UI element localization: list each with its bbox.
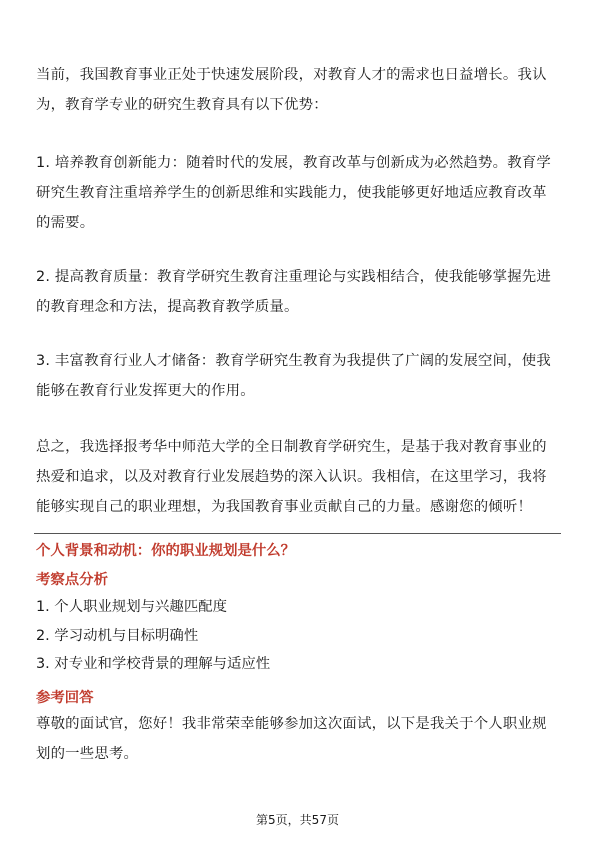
answer-heading: 参考回答	[36, 690, 94, 706]
section-divider	[34, 533, 561, 534]
analysis-heading: 考察点分析	[36, 572, 108, 588]
answer-paragraph: 尊敬的面试官，您好！我非常荣幸能够参加这次面试，以下是我关于个人职业规划的一些思考。	[36, 716, 547, 762]
analysis-point-2: 2. 学习动机与目标明确性	[36, 628, 199, 644]
analysis-point-3: 3. 对专业和学校背景的理解与适应性	[36, 656, 271, 672]
advantage-paragraph-1: 1. 培养教育创新能力：随着时代的发展，教育改革与创新成为必然趋势。教育学研究生教育注重培养学生的创新思维和实践能力，使我能够更好地适应教育改革的需要。	[36, 155, 551, 231]
question-title: 个人背景和动机：你的职业规划是什么？	[36, 543, 296, 559]
advantage-paragraph-2: 2. 提高教育质量：教育学研究生教育注重理论与实践相结合，使我能够掌握先进的教育理念和方法，提高教育教学质量。	[36, 269, 551, 315]
intro-paragraph: 当前，我国教育事业正处于快速发展阶段，对教育人才的需求也日益增长。我认为，教育学专业的研究生教育具有以下优势：	[36, 67, 547, 113]
analysis-point-1: 1. 个人职业规划与兴趣匹配度	[36, 599, 227, 615]
page-number: 第5页，共57页	[256, 813, 339, 827]
advantage-paragraph-3: 3. 丰富教育行业人才储备：教育学研究生教育为我提供了广阔的发展空间，使我能够在教育行业发挥更大的作用。	[36, 353, 551, 399]
conclusion-paragraph: 总之，我选择报考华中师范大学的全日制教育学研究生，是基于我对教育事业的热爱和追求，以及对教育行业发展趋势的深入认识。我相信，在这里学习，我将能够实现自己的职业理想，为我国教育事业贡献自己的力量。感谢您的倾听！	[36, 439, 547, 515]
